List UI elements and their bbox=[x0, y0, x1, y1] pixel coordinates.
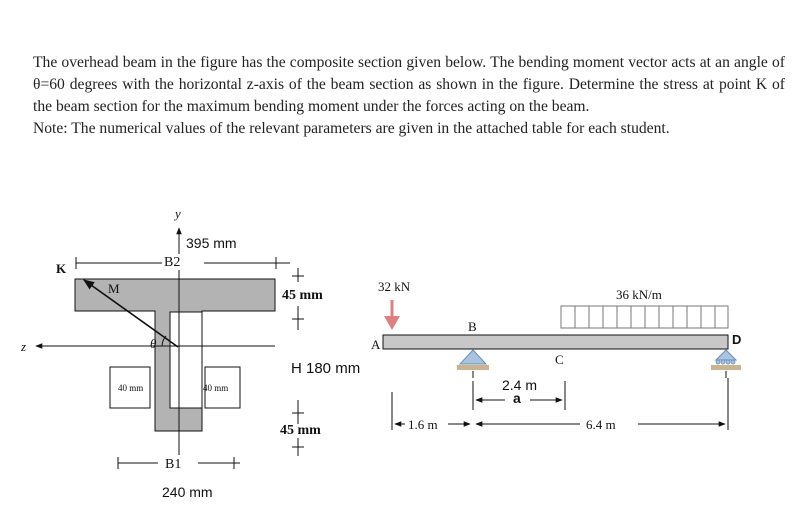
top-thickness-label: 45 mm bbox=[282, 288, 323, 303]
y-axis-label: y bbox=[175, 206, 181, 221]
height-label: H 180 mm bbox=[291, 360, 361, 377]
pin-support-b bbox=[457, 350, 489, 378]
point-d-label: D bbox=[732, 332, 742, 347]
moment-label: M bbox=[108, 281, 120, 296]
point-b-label: B bbox=[468, 319, 477, 334]
problem-note: Note: The numerical values of the relevant parameters are given in the attached table for each student. bbox=[33, 120, 670, 137]
dim-a-value: 2.4 m bbox=[502, 377, 538, 393]
left-wall-label: 40 mm bbox=[118, 383, 144, 393]
roller-support-d bbox=[711, 350, 741, 378]
distributed-load-label: 36 kN/m bbox=[616, 287, 662, 302]
point-k-label: K bbox=[56, 261, 67, 276]
z-axis-label: z bbox=[21, 339, 27, 354]
bottom-width-label: 240 mm bbox=[162, 484, 213, 500]
point-c-label: C bbox=[555, 352, 564, 367]
beam-diagram bbox=[371, 279, 741, 432]
bottom-thickness-label: 45 mm bbox=[280, 423, 321, 438]
section-void bbox=[170, 312, 202, 408]
top-width-label: 395 mm bbox=[186, 235, 237, 251]
point-a-label: A bbox=[371, 337, 381, 352]
span-2-label: 6.4 m bbox=[586, 417, 616, 432]
theta-label: θ bbox=[150, 336, 157, 351]
bottom-flange-label: B1 bbox=[165, 457, 182, 472]
problem-paragraph: The overhead beam in the figure has the composite section given below. The bending moment vector acts at an angle of θ=60 degrees with the horizontal z-axis of the beam section as shown in the figure. Determine the stress at point K of the beam section for the maximum bending moment under the forces acting on the beam. bbox=[33, 54, 785, 115]
point-load-label: 32 kN bbox=[378, 279, 411, 294]
span-1-label: 1.6 m bbox=[408, 417, 438, 432]
right-wall-label: 40 mm bbox=[203, 383, 229, 393]
dim-a-symbol: a bbox=[513, 390, 521, 406]
point-load-arrowhead bbox=[384, 316, 400, 330]
beam-body bbox=[383, 335, 728, 349]
cross-section bbox=[20, 206, 360, 500]
top-flange-label: B2 bbox=[164, 255, 181, 270]
